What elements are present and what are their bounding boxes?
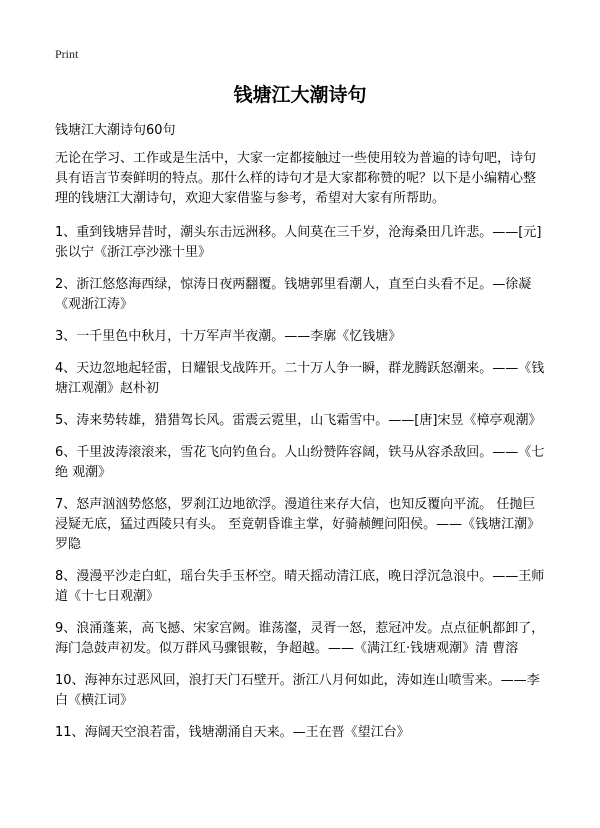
poem-item-text: 漫漫平沙走白虹，瑶台失手玉杯空。晴天摇动清江底，晚日浮沉急浪中。——王师道《十七日观潮》 bbox=[55, 569, 545, 604]
poem-item-text: 涛来势转雄，猎猎驾长风。雷震云霓里，山飞霜雪中。——[唐]宋昱《樟亭观潮》 bbox=[76, 413, 542, 428]
poem-item-text: 千里波涛滚滚来，雪花飞向钓鱼台。人山纷赞阵容阔，铁马从容杀敌回。——《七绝 观潮》 bbox=[55, 445, 545, 480]
poem-item-number: 7 、 bbox=[55, 497, 76, 512]
document-subtitle: 钱塘江大潮诗句60句 bbox=[55, 123, 176, 138]
poem-item-number: 2 、 bbox=[55, 277, 76, 292]
page-title: 钱塘江大潮诗句 bbox=[233, 84, 367, 106]
print-label: Print bbox=[55, 47, 79, 61]
poem-item bbox=[55, 671, 545, 711]
poem-item-number: 4 、 bbox=[55, 361, 76, 376]
poem-item-number: 11 、 bbox=[55, 725, 85, 740]
poem-item-number: 1 、 bbox=[55, 225, 76, 240]
poem-item bbox=[55, 359, 545, 399]
poem-item-text: 怒声汹汹势悠悠，罗刹江边地欲浮。漫道往来存大信，也知反覆向平流。 任抛巨浸疑无底，猛过西陵只有头。 至竟朝昏谁主掌，好骑赪鲤问阳侯。——《钱塘江潮》罗隐 bbox=[55, 497, 541, 552]
poem-item-text: 浙江悠悠海西绿，惊涛日夜两翻覆。钱塘郭里看潮人，直至白头看不足。—徐凝《观浙江涛》 bbox=[55, 277, 532, 312]
poem-item bbox=[55, 223, 545, 263]
poem-item bbox=[55, 495, 545, 555]
poem-item-text: 海神东过恶风回，浪打天门石壁开。浙江八月何如此，涛如连山喷雪来。——李白《横江词》 bbox=[55, 673, 540, 708]
poem-item bbox=[55, 443, 545, 483]
poem-item-text: 天边忽地起轻雷，日耀银戈战阵开。二十万人争一瞬，群龙腾跃怒潮来。——《钱塘江观潮》赵朴初 bbox=[55, 361, 545, 396]
poem-item bbox=[55, 327, 545, 347]
poem-item-number: 10 、 bbox=[55, 673, 85, 688]
poem-item-text: 一千里色中秋月，十万军声半夜潮。——李廓《忆钱塘》 bbox=[76, 329, 402, 344]
poem-item-number: 6 、 bbox=[55, 445, 76, 460]
poem-item-number: 5 、 bbox=[55, 413, 76, 428]
poem-item bbox=[55, 411, 545, 431]
poem-item-text: 海阔天空浪若雷，钱塘潮涌自天来。—王在晋《望江台》 bbox=[84, 725, 410, 740]
poem-item bbox=[55, 567, 545, 607]
poem-item-number: 8 、 bbox=[55, 569, 76, 584]
poem-item bbox=[55, 275, 545, 315]
poem-item bbox=[55, 723, 545, 743]
poem-item-text: 浪涌蓬莱，高飞撼、宋家宫阙。谁荡瀣，灵胥一怒，惹冠冲发。点点征帆都卸了，海门急鼓声初发。似万群风马骤银鞍，争超越。——《满江红·钱塘观潮》清 曹溶 bbox=[55, 621, 545, 656]
poem-item-number: 9 、 bbox=[55, 621, 76, 636]
intro-paragraph: 无论在学习、工作或是生活中，大家一定都接触过一些使用较为普遍的诗句吧，诗句具有语言节奏鲜明的特点。那什么样的诗句才是大家都称赞的呢？以下是小编精心整理的钱塘江大潮诗句，欢迎大家借鉴与参考，希望对大家有所帮助。 bbox=[55, 151, 537, 206]
poem-item bbox=[55, 619, 545, 659]
poem-item-number: 3 、 bbox=[55, 329, 76, 344]
document-body bbox=[55, 149, 545, 755]
poem-item-text: 重到钱塘异昔时，潮头东击远洲移。人间莫在三千岁，沧海桑田几许悲。——[元]张以宁《浙江亭沙涨十里》 bbox=[55, 225, 542, 260]
